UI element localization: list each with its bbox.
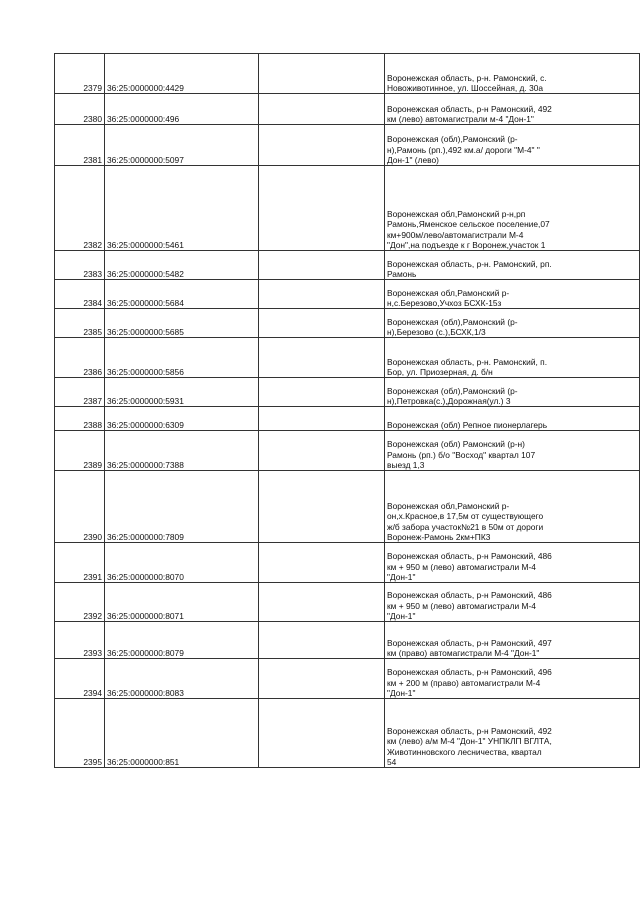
address-line: Воронежская область, р-н. Рамонский, рп. xyxy=(387,258,552,269)
cadastral-number-cell: 36:25:0000000:4429 xyxy=(105,54,259,94)
row-number-cell: 2379 xyxy=(55,54,105,94)
address-line: Воронежская область, р-н Рамонский, 492 xyxy=(387,103,552,114)
address-line: Новоживотинное, ул. Шоссейная, д. 30а xyxy=(387,82,544,93)
address-line: Воронежская обл,Рамонский р- xyxy=(387,501,510,512)
address-line: Рамонь (рп.) б/о "Восход" квартал 107 xyxy=(387,449,536,460)
address-line: н),Рамонь (рп.),492 км.а/ дороги "М-4" " xyxy=(387,144,540,155)
cadastral-number-cell: 36:25:0000000:8071 xyxy=(105,583,259,622)
address-cell xyxy=(385,94,640,125)
table-row xyxy=(55,125,640,166)
row-number-cell: 2392 xyxy=(55,583,105,622)
address-line: Воронежская (обл) Репное пионерлагерь xyxy=(387,419,548,430)
cadastral-number-cell: 36:25:0000000:5097 xyxy=(105,125,259,166)
address-line: "Дон-1" xyxy=(387,610,416,621)
cadastral-number-cell: 36:25:0000000:5461 xyxy=(105,166,259,251)
empty-cell xyxy=(259,583,385,622)
row-number-cell: 2393 xyxy=(55,622,105,659)
table-row xyxy=(55,166,640,251)
table-row xyxy=(55,94,640,125)
cadastral-number-cell: 36:25:0000000:5685 xyxy=(105,309,259,338)
table-row xyxy=(55,659,640,699)
table-row xyxy=(55,583,640,622)
empty-cell xyxy=(259,407,385,431)
table-row xyxy=(55,54,640,94)
address-line: "Дон-1" xyxy=(387,571,416,582)
address-cell xyxy=(385,280,640,309)
address-line: Воронеж-Рамонь 2км+ПК3 xyxy=(387,531,491,542)
table-row xyxy=(55,378,640,407)
empty-cell xyxy=(259,166,385,251)
cadastral-number-cell: 36:25:0000000:7809 xyxy=(105,471,259,543)
table-body xyxy=(55,54,640,768)
cadastral-number-cell: 36:25:0000000:6309 xyxy=(105,407,259,431)
address-cell xyxy=(385,431,640,471)
cadastral-number-cell: 36:25:0000000:8079 xyxy=(105,622,259,659)
address-cell xyxy=(385,543,640,583)
address-cell xyxy=(385,54,640,94)
empty-cell xyxy=(259,699,385,768)
row-number-cell: 2381 xyxy=(55,125,105,166)
table-row xyxy=(55,407,640,431)
address-line: Воронежская область, р-н Рамонский, 497 xyxy=(387,637,552,648)
address-line: Воронежская (обл),Рамонский (р- xyxy=(387,385,518,396)
address-line: Воронежская область, р-н Рамонский, 492 xyxy=(387,726,552,737)
address-line: км + 950 м (лево) автомагистрали М-4 xyxy=(387,561,536,572)
address-line: выезд 1,3 xyxy=(387,459,425,470)
row-number-cell: 2385 xyxy=(55,309,105,338)
row-number-cell: 2386 xyxy=(55,338,105,378)
row-number-cell: 2394 xyxy=(55,659,105,699)
address-cell xyxy=(385,309,640,338)
address-cell xyxy=(385,166,640,251)
empty-cell xyxy=(259,622,385,659)
address-cell xyxy=(385,699,640,768)
address-line: км (лево) автомагистрали м-4 "Дон-1" xyxy=(387,113,534,124)
address-line: км (право) автомагистрали М-4 "Дон-1" xyxy=(387,647,540,658)
table-row xyxy=(55,280,640,309)
cadastral-number-cell: 36:25:0000000:5482 xyxy=(105,251,259,280)
address-cell xyxy=(385,659,640,699)
address-line: Воронежская область, р-н. Рамонский, с. xyxy=(387,72,547,83)
row-number-cell: 2391 xyxy=(55,543,105,583)
row-number-cell: 2380 xyxy=(55,94,105,125)
address-line: он,х.Красное,в 17,5м от существующего xyxy=(387,511,544,522)
row-number-cell: 2390 xyxy=(55,471,105,543)
address-line: Рамонь,Яменское сельское поселение,07 xyxy=(387,219,550,230)
address-line: Воронежская область, р-н Рамонский, 486 xyxy=(387,551,552,562)
address-line: Дон-1" (лево) xyxy=(387,154,439,165)
address-line: Воронежская область, р-н Рамонский, 496 xyxy=(387,667,552,678)
row-number-cell: 2387 xyxy=(55,378,105,407)
cadastral-number-cell: 36:25:0000000:5856 xyxy=(105,338,259,378)
cadastral-number-cell: 36:25:0000000:7388 xyxy=(105,431,259,471)
table-row xyxy=(55,699,640,768)
empty-cell xyxy=(259,659,385,699)
address-line: Воронежская область, р-н. Рамонский, п. xyxy=(387,356,548,367)
cadastral-number-cell: 36:25:0000000:8070 xyxy=(105,543,259,583)
empty-cell xyxy=(259,378,385,407)
table-row xyxy=(55,622,640,659)
address-cell xyxy=(385,622,640,659)
row-number-cell: 2389 xyxy=(55,431,105,471)
empty-cell xyxy=(259,251,385,280)
empty-cell xyxy=(259,309,385,338)
address-line: Воронежская обл,Рамонский р- xyxy=(387,287,510,298)
empty-cell xyxy=(259,280,385,309)
address-line: Воронежская обл,Рамонский р-н,рп xyxy=(387,209,526,220)
address-line: Воронежская (обл),Рамонский (р- xyxy=(387,134,518,145)
cadastral-number-cell: 36:25:0000000:851 xyxy=(105,699,259,768)
address-cell xyxy=(385,378,640,407)
address-line: км (лево) а/м М-4 "Дон-1" УНПКЛП ВГЛТА, xyxy=(387,736,552,747)
row-number-cell: 2384 xyxy=(55,280,105,309)
land-registry-table xyxy=(54,53,640,768)
empty-cell xyxy=(259,338,385,378)
row-number-cell: 2388 xyxy=(55,407,105,431)
address-line: Бор, ул. Приозерная, д. б/н xyxy=(387,366,493,377)
address-line: км + 950 м (лево) автомагистрали М-4 xyxy=(387,600,536,611)
table-row xyxy=(55,431,640,471)
address-cell xyxy=(385,583,640,622)
address-line: Воронежская (обл) Рамонский (р-н) xyxy=(387,439,525,450)
empty-cell xyxy=(259,543,385,583)
row-number-cell: 2383 xyxy=(55,251,105,280)
table-row xyxy=(55,471,640,543)
row-number-cell: 2382 xyxy=(55,166,105,251)
address-line: н),Березово (с.),БСХК,1/3 xyxy=(387,326,486,337)
address-line: км + 200 м (право) автомагистрали М-4 xyxy=(387,677,541,688)
table-row xyxy=(55,309,640,338)
address-line: н,с.Березово,Учхоз БСХК-15з xyxy=(387,297,502,308)
row-number-cell: 2395 xyxy=(55,699,105,768)
cadastral-number-cell: 36:25:0000000:5684 xyxy=(105,280,259,309)
cadastral-number-cell: 36:25:0000000:8083 xyxy=(105,659,259,699)
empty-cell xyxy=(259,471,385,543)
address-line: км+900м/лево/автомагистрали М-4 xyxy=(387,229,524,240)
address-line: Животинновского лесничества, квартал xyxy=(387,746,542,757)
empty-cell xyxy=(259,431,385,471)
cadastral-number-cell: 36:25:0000000:496 xyxy=(105,94,259,125)
empty-cell xyxy=(259,125,385,166)
empty-cell xyxy=(259,54,385,94)
address-cell xyxy=(385,251,640,280)
table-row xyxy=(55,338,640,378)
cadastral-number-cell: 36:25:0000000:5931 xyxy=(105,378,259,407)
table-row xyxy=(55,543,640,583)
address-line: 54 xyxy=(387,756,397,767)
address-cell xyxy=(385,407,640,431)
table-row xyxy=(55,251,640,280)
empty-cell xyxy=(259,94,385,125)
address-line: Воронежская область, р-н Рамонский, 486 xyxy=(387,590,552,601)
address-line: Воронежская (обл),Рамонский (р- xyxy=(387,316,518,327)
address-line: н),Петровка(с.),Дорожная(ул.) 3 xyxy=(387,395,511,406)
address-cell xyxy=(385,471,640,543)
address-line: "Дон-1" xyxy=(387,687,416,698)
address-line: ж/б забора участок№21 в 50м от дороги xyxy=(387,521,544,532)
address-line: "Дон",на подъезде к г Воронеж,участок 1 xyxy=(387,239,546,250)
address-cell xyxy=(385,338,640,378)
address-cell xyxy=(385,125,640,166)
address-line: Рамонь xyxy=(387,268,417,279)
